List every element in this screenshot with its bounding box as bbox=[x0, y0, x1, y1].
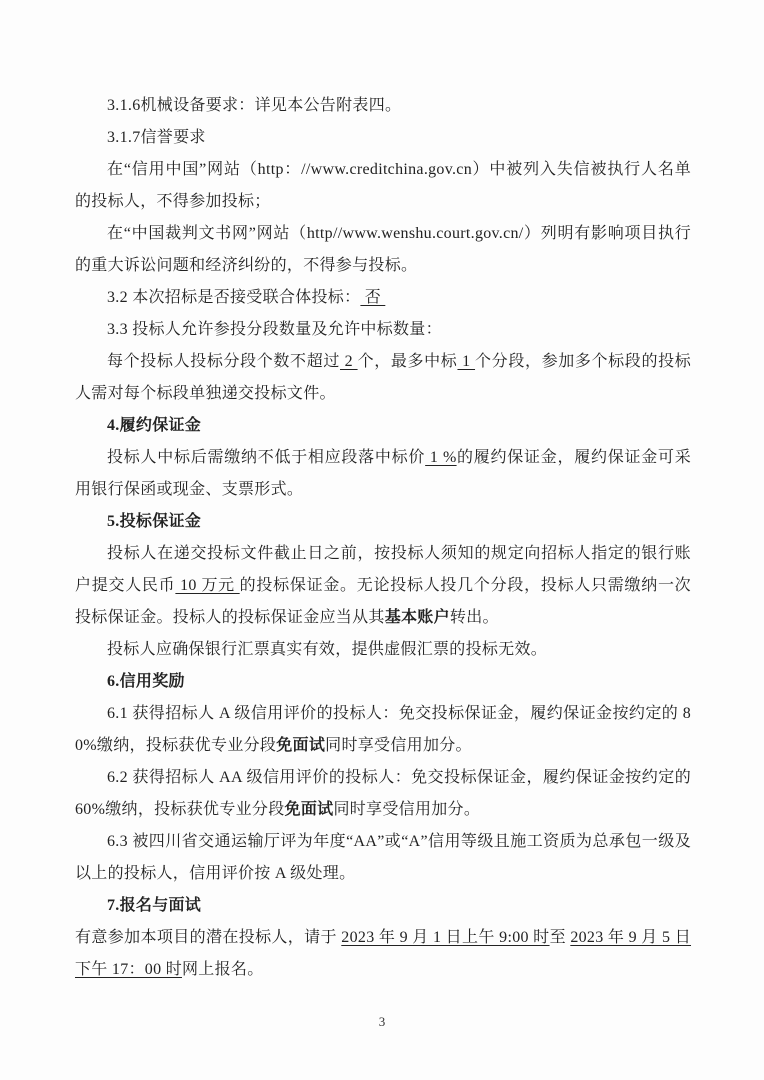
text-run: 3.1.7信誉要求 bbox=[107, 129, 206, 146]
clause-3-1-6 bbox=[75, 90, 691, 122]
text-run: 3.1.6机械设备要求：详见本公告附表四。 bbox=[107, 97, 402, 114]
text-run: 投标人在递交投标文件截止日之前，按投标人须知的规定向招标人指定的银行账户提交人民币 bbox=[75, 545, 691, 594]
text-run: 同时享受信用加分。 bbox=[325, 737, 472, 754]
text-run: 在“信用中国”网站（http：//www.creditchina.gov.cn）中被列入失信被执行人名单的投标人，不得参加投标； bbox=[75, 161, 691, 210]
text-run: 3.3 投标人允许参投分段数量及允许中标数量： bbox=[107, 321, 442, 338]
heading-6-credit-reward bbox=[75, 666, 691, 698]
text-run: 网上报名。 bbox=[182, 961, 264, 978]
credit-china-clause bbox=[75, 154, 691, 218]
text-run: 6.1 获得招标人 A 级信用评价的投标人：免交投标保证金，履约保证金按约定的 80%缴纳，投标获优专业分段 bbox=[75, 705, 691, 754]
underlined-value: 1 bbox=[457, 353, 476, 370]
text-run: 6.2 获得招标人 AA 级信用评价的投标人：免交投标保证金，履约保证金按约定的 60%缴纳，投标获优专业分段 bbox=[75, 769, 691, 818]
heading-4-performance-bond bbox=[75, 410, 691, 442]
text-run: 6.3 被四川省交通运输厅评为年度“AA”或“A”信用等级且施工资质为总承包一级及以上的投标人，信用评价按 A 级处理。 bbox=[75, 833, 691, 882]
bid-bond-para bbox=[75, 538, 691, 634]
text-run: 在“中国裁判文书网”网站（http//www.wenshu.court.gov.cn/）列明有影响项目执行的重大诉讼问题和经济纠纷的，不得参与投标。 bbox=[75, 225, 691, 274]
underlined-value: 1 % bbox=[425, 449, 457, 466]
text-run: 的履约保证金，履约保证金可采用银行保函或现金、支票形式。 bbox=[75, 449, 692, 498]
text-run: 至 bbox=[549, 929, 571, 946]
text-run: 同时享受信用加分。 bbox=[333, 801, 481, 818]
bank-draft-para bbox=[75, 634, 691, 666]
bold-text: 免面试 bbox=[284, 801, 334, 818]
text-run: 每个投标人投标分段个数不超过 bbox=[107, 353, 340, 370]
registration-para bbox=[75, 922, 691, 986]
clause-3-1-7 bbox=[75, 122, 691, 154]
bold-text: 免面试 bbox=[276, 737, 326, 754]
segment-limit-para bbox=[75, 346, 691, 410]
heading-5-bid-bond bbox=[75, 506, 691, 538]
text-run: 的投标保证金。无论投标人投几个分段，投标人只需缴纳一次投标保证金。投标人的投标保证金应当从其 bbox=[75, 577, 691, 626]
document-body bbox=[75, 90, 691, 986]
text-run: 6.信用奖励 bbox=[107, 673, 185, 690]
text-run: 个，最多中标 bbox=[357, 353, 458, 370]
clause-6-2 bbox=[75, 762, 691, 826]
page-number: 3 bbox=[378, 1014, 386, 1029]
text-run: 7.报名与面试 bbox=[107, 897, 202, 914]
bold-text: 基本账户 bbox=[384, 609, 450, 626]
text-run: 有意参加本项目的潜在投标人，请于 bbox=[75, 929, 342, 946]
heading-7-registration bbox=[75, 890, 691, 922]
text-run: 个分段，参加多个标段的投标人需对每个标段单独递交投标文件。 bbox=[75, 353, 692, 402]
text-run: 转出。 bbox=[449, 609, 499, 626]
text-run: 5.投标保证金 bbox=[107, 513, 202, 530]
wenshu-court-clause bbox=[75, 218, 691, 282]
performance-bond-para bbox=[75, 442, 691, 506]
underlined-value: 否 bbox=[360, 289, 386, 306]
underlined-value: 10 万元 bbox=[175, 577, 240, 594]
text-run: 投标人中标后需缴纳不低于相应段落中标价 bbox=[107, 449, 426, 466]
underlined-value: 2 bbox=[339, 353, 358, 370]
underlined-value: 2023 年 9 月 5 日下午 17：00 时 bbox=[75, 929, 692, 978]
text-run: 4.履约保证金 bbox=[107, 417, 202, 434]
clause-6-1 bbox=[75, 698, 691, 762]
clause-6-3 bbox=[75, 826, 691, 890]
clause-3-2-consortium bbox=[75, 282, 691, 314]
underlined-value: 2023 年 9 月 1 日上午 9:00 时 bbox=[341, 929, 550, 946]
clause-3-3-segments bbox=[75, 314, 691, 346]
text-run: 3.2 本次招标是否接受联合体投标： bbox=[107, 289, 361, 306]
text-run: 投标人应确保银行汇票真实有效，提供虚假汇票的投标无效。 bbox=[107, 641, 548, 658]
